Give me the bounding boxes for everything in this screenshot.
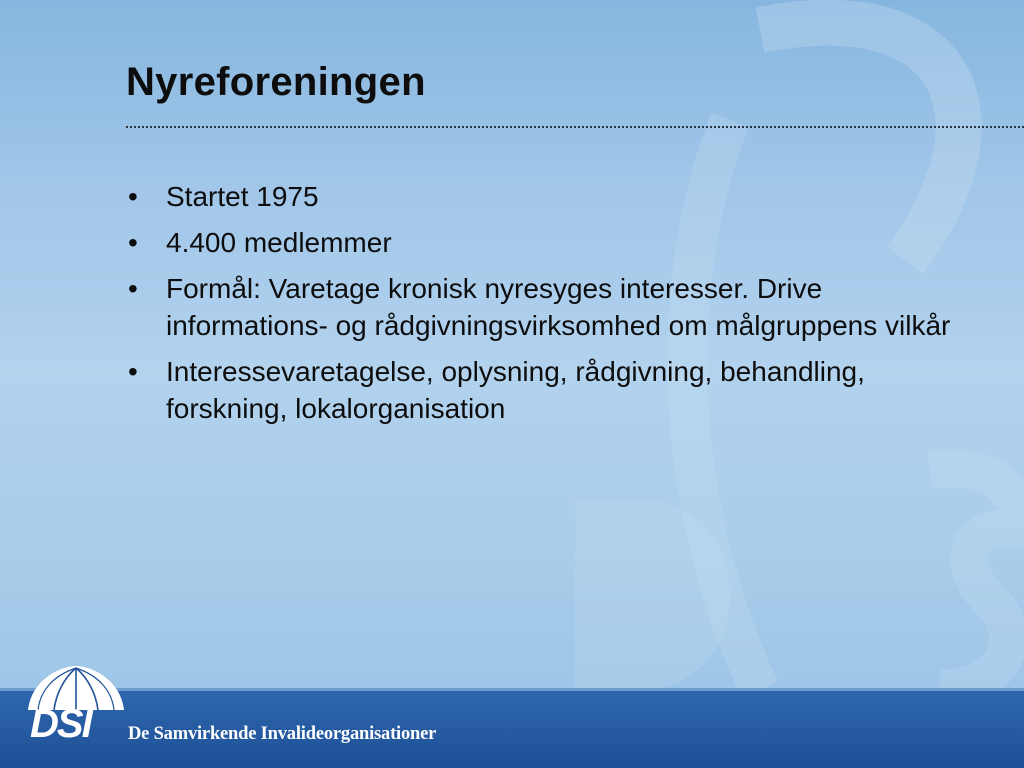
logo-text: DSI xyxy=(30,702,91,746)
bullet-item xyxy=(126,178,976,215)
title-divider xyxy=(126,126,1024,128)
bullet-icon: • xyxy=(128,273,138,304)
bullet-text: Formål: Varetage kronisk nyresyges interesser. Drive informations- og rådgivningsvirksomhed om målgruppens vilkår xyxy=(166,273,951,341)
bullet-icon: • xyxy=(128,181,138,212)
organization-name: De Samvirkende Invalideorganisationer xyxy=(128,724,437,744)
bullet-item xyxy=(126,353,976,427)
bullet-text: Startet 1975 xyxy=(166,181,319,212)
bullet-icon: • xyxy=(128,356,138,387)
bullet-list xyxy=(126,178,976,436)
bullet-text: Interessevaretagelse, oplysning, rådgivning, behandling, forskning, lokalorganisation xyxy=(166,356,865,424)
bullet-icon: • xyxy=(128,227,138,258)
bullet-item xyxy=(126,270,976,344)
dsi-logo xyxy=(22,664,130,750)
slide-title: Nyreforeningen xyxy=(126,60,426,104)
bullet-text: 4.400 medlemmer xyxy=(166,227,392,258)
bullet-item xyxy=(126,224,976,261)
